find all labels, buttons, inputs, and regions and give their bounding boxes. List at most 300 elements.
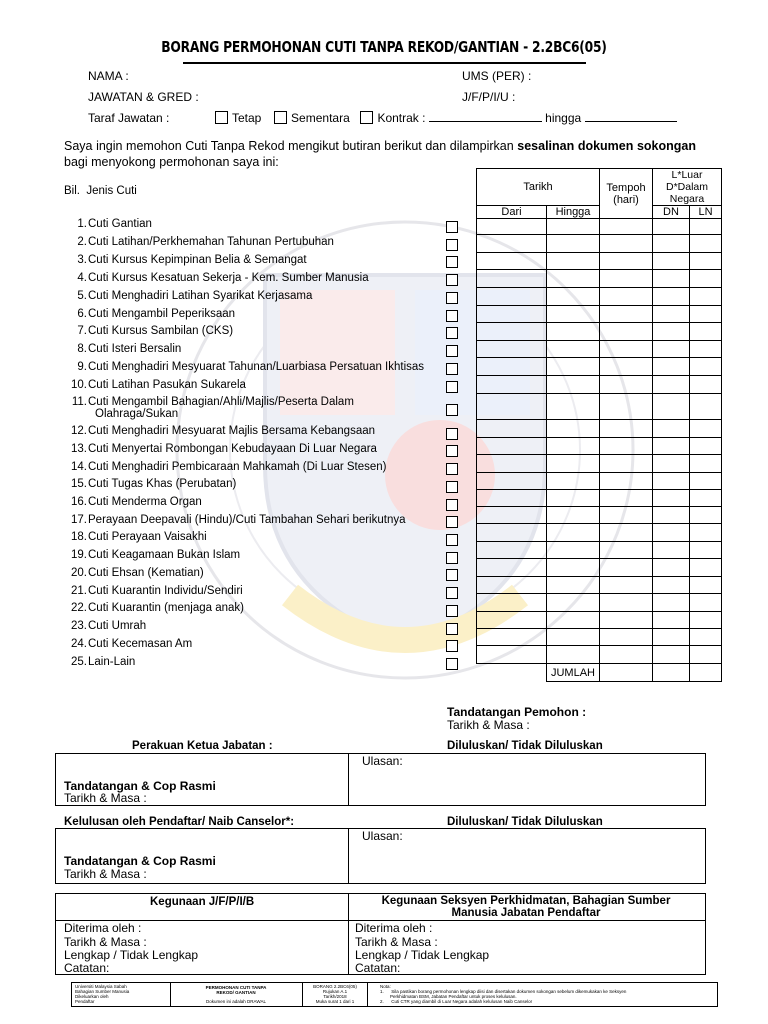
dari-header: Dari — [477, 206, 547, 219]
list-item-label: Cuti Kuarantin (menjaga anak) — [88, 602, 244, 614]
ln-cell[interactable] — [690, 455, 722, 473]
ln-cell[interactable] — [690, 341, 722, 358]
tempoh-cell[interactable] — [600, 594, 653, 612]
dari-cell[interactable] — [477, 306, 547, 323]
ln-cell[interactable] — [690, 438, 722, 455]
list-item-checkbox[interactable] — [446, 481, 458, 493]
list-item-number: 24. — [71, 638, 87, 650]
list-item-number: 14. — [71, 461, 87, 473]
list-item — [64, 461, 387, 473]
dari-cell[interactable] — [477, 358, 547, 376]
hingga-cell[interactable] — [547, 577, 600, 594]
tempoh-cell[interactable] — [600, 376, 653, 394]
dari-cell[interactable] — [477, 253, 547, 270]
hingga-cell[interactable] — [547, 358, 600, 376]
dari-cell[interactable] — [477, 594, 547, 612]
jumlah-ln-cell[interactable] — [690, 664, 722, 682]
list-item-number: 16. — [71, 496, 87, 508]
list-item-checkbox[interactable] — [446, 499, 458, 511]
list-item-label: Cuti Keagamaan Bukan Islam — [88, 549, 241, 561]
dari-cell[interactable] — [477, 629, 547, 646]
pemohon-date-label: Tarikh & Masa : — [447, 718, 530, 732]
dari-cell[interactable] — [477, 323, 547, 341]
list-item-number: 15. — [71, 478, 87, 490]
ln-cell[interactable] — [690, 542, 722, 559]
footer-col3: BORANG 2.2BC6(05) Rujukan A.1 Tarikh/2018 Muka surat 1 dari 1 — [313, 984, 357, 1004]
tempoh-cell[interactable] — [600, 323, 653, 341]
pendaftar-sign-label: Tandatangan & Cop Rasmi — [64, 854, 216, 868]
nama-label: NAMA : — [88, 69, 129, 83]
hingga-cell[interactable] — [547, 490, 600, 507]
list-item-checkbox[interactable] — [446, 292, 458, 304]
list-item-checkbox[interactable] — [446, 327, 458, 339]
grid-row — [477, 542, 722, 559]
list-item-label: Cuti Perayaan Vaisakhi — [88, 531, 207, 543]
dn-cell[interactable] — [653, 490, 690, 507]
list-item — [64, 567, 204, 579]
list-item-label: Cuti Latihan/Perkhemahan Tahunan Pertubuhan — [88, 236, 334, 248]
list-item-label: Perayaan Deepavali (Hindu)/Cuti Tambahan Sehari berikutnya — [88, 514, 406, 526]
list-item-number: 25. — [71, 656, 87, 668]
tempoh-cell[interactable] — [600, 524, 653, 542]
tempoh-cell[interactable] — [600, 455, 653, 473]
hingga-cell[interactable] — [547, 270, 600, 288]
list-item-label: Cuti Menderma Organ — [88, 496, 202, 508]
dn-cell[interactable] — [653, 235, 690, 253]
list-item-label: Cuti Mengambil Bahagian/Ahli/Majlis/Peserta Dalam Olahraga/Sukan — [88, 396, 354, 420]
dari-cell[interactable] — [477, 420, 547, 438]
list-item-label: Cuti Menghadiri Pembicaraan Mahkamah (Di Luar Stesen) — [88, 461, 387, 473]
tempoh-cell[interactable] — [600, 288, 653, 306]
list-item — [64, 443, 377, 455]
ln-cell[interactable] — [690, 376, 722, 394]
tempoh-cell[interactable] — [600, 394, 653, 420]
tempoh-header: Tempoh (hari) — [600, 169, 653, 219]
dari-cell[interactable] — [477, 577, 547, 594]
list-item — [64, 308, 235, 320]
list-item-number: 20. — [71, 567, 87, 579]
list-item-label: Cuti Ehsan (Kematian) — [88, 567, 204, 579]
title-underline — [183, 62, 586, 64]
list-item-label: Cuti Menyertai Rombongan Kebudayaan Di Luar Negara — [88, 443, 377, 455]
ln-cell[interactable] — [690, 594, 722, 612]
ln-cell[interactable] — [690, 524, 722, 542]
ln-cell[interactable] — [690, 473, 722, 490]
date-grid — [476, 168, 722, 682]
footer-notes: Nota: 1. Sila pastikan borang permohonan lengkap diisi dan disertakan dokumen sokongan sebelum dikemukakan ke Seksyen Perkhidmatan BSM, Jabatan Pendaftar untuk proses kelulusan. 2. Cuti CTR yang diambil di Luar Negara adalah kelulusan Naib Canselor — [380, 984, 627, 1004]
list-item-checkbox[interactable] — [446, 534, 458, 546]
hingga-cell[interactable] — [547, 394, 600, 420]
list-item-label: Cuti Menghadiri Mesyuarat Tahunan/Luarbiasa Persatuan Ikhtisas — [88, 361, 425, 373]
tempoh-cell[interactable] — [600, 490, 653, 507]
list-item — [64, 496, 202, 508]
list-item-number: 4. — [77, 272, 87, 284]
hingga-cell[interactable] — [547, 507, 600, 524]
ketua-status: Diluluskan/ Tidak Diluluskan — [447, 740, 603, 752]
left-catatan: Catatan: — [64, 961, 110, 975]
dari-cell[interactable] — [477, 235, 547, 253]
grid-row — [477, 341, 722, 358]
jumlah-spacer — [477, 664, 547, 682]
pendaftar-status: Diluluskan/ Tidak Diluluskan — [447, 816, 603, 828]
intro-text-2: bagi menyokong permohonan saya ini: — [64, 155, 279, 169]
tempoh-cell[interactable] — [600, 235, 653, 253]
tempoh-cell[interactable] — [600, 270, 653, 288]
hingga-cell[interactable] — [547, 341, 600, 358]
list-item-checkbox[interactable] — [446, 363, 458, 375]
ln-cell[interactable] — [690, 577, 722, 594]
dari-cell[interactable] — [477, 542, 547, 559]
list-item-checkbox[interactable] — [446, 552, 458, 564]
ln-cell[interactable] — [690, 490, 722, 507]
list-item-number: 9. — [77, 361, 87, 373]
list-item — [64, 585, 243, 597]
list-item-number: 3. — [77, 254, 87, 266]
grid-row — [477, 394, 722, 420]
dn-cell[interactable] — [653, 341, 690, 358]
left-lengkap: Lengkap / Tidak Lengkap — [64, 948, 199, 962]
list-item — [64, 325, 233, 337]
list-item-number: 23. — [71, 620, 87, 632]
dari-cell[interactable] — [477, 270, 547, 288]
list-item-checkbox[interactable] — [446, 381, 458, 393]
list-item-checkbox[interactable] — [446, 256, 458, 268]
list-item-number: 8. — [77, 343, 87, 355]
jumlah-label: JUMLAH — [547, 664, 600, 682]
ln-header: LN — [690, 206, 722, 219]
list-item — [64, 272, 369, 284]
list-item-checkbox[interactable] — [446, 345, 458, 357]
document-footer — [71, 982, 718, 1007]
list-item-label: Cuti Umrah — [88, 620, 147, 632]
grid-row — [477, 629, 722, 646]
list-item — [64, 656, 135, 668]
dari-cell[interactable] — [477, 612, 547, 629]
tempoh-cell[interactable] — [600, 577, 653, 594]
hingga-label: hingga — [545, 111, 582, 125]
grid-row — [477, 455, 722, 473]
tetap-checkbox[interactable] — [215, 111, 228, 124]
list-item — [64, 254, 307, 266]
dari-cell[interactable] — [477, 646, 547, 664]
ln-cell[interactable] — [690, 420, 722, 438]
dari-cell[interactable] — [477, 376, 547, 394]
ln-cell[interactable] — [690, 612, 722, 629]
tempoh-cell[interactable] — [600, 341, 653, 358]
dn-cell[interactable] — [653, 507, 690, 524]
luar-dalam-header: L*Luar D*Dalam Negara — [653, 169, 722, 206]
right-diterima: Diterima oleh : — [355, 921, 433, 935]
dn-cell[interactable] — [653, 270, 690, 288]
ln-cell[interactable] — [690, 323, 722, 341]
list-item-checkbox[interactable] — [446, 463, 458, 475]
tempoh-cell[interactable] — [600, 629, 653, 646]
hingga-cell[interactable] — [547, 235, 600, 253]
list-item-number: 5. — [77, 290, 87, 302]
list-item-label: Lain-Lain — [88, 656, 136, 668]
list-item — [64, 531, 207, 543]
dn-cell[interactable] — [653, 306, 690, 323]
grid-row — [477, 323, 722, 341]
list-item-checkbox[interactable] — [446, 516, 458, 528]
list-item — [64, 425, 375, 437]
list-item — [64, 638, 192, 650]
ln-cell[interactable] — [690, 358, 722, 376]
list-item-label: Cuti Kursus Sambilan (CKS) — [88, 325, 234, 337]
dn-cell[interactable] — [653, 646, 690, 664]
list-item-label: Cuti Menghadiri Mesyuarat Majlis Bersama Kebangsaan — [88, 425, 376, 437]
list-item-checkbox[interactable] — [446, 569, 458, 581]
list-item-number: 2. — [77, 236, 87, 248]
hingga-cell[interactable] — [547, 455, 600, 473]
right-tarikh: Tarikh & Masa : — [355, 935, 438, 949]
list-item-checkbox[interactable] — [446, 274, 458, 286]
ln-cell[interactable] — [690, 235, 722, 253]
list-item — [64, 218, 152, 230]
tempoh-cell[interactable] — [600, 253, 653, 270]
list-item — [64, 620, 146, 632]
tempoh-cell[interactable] — [600, 612, 653, 629]
kegunaan-right-heading: Kegunaan Seksyen Perkhidmatan, Bahagian Sumber Manusia Jabatan Pendaftar — [381, 895, 671, 919]
ln-cell[interactable] — [690, 394, 722, 420]
dn-cell[interactable] — [653, 358, 690, 376]
tarikh-header: Tarikh — [477, 169, 600, 206]
grid-row — [477, 577, 722, 594]
grid-row — [477, 235, 722, 253]
list-item — [64, 602, 244, 614]
list-item-number: 22. — [71, 602, 87, 614]
kontrak-from-field[interactable] — [429, 121, 542, 122]
tempoh-cell[interactable] — [600, 542, 653, 559]
tempoh-cell[interactable] — [600, 473, 653, 490]
list-item-label: Cuti Kuarantin Individu/Sendiri — [88, 585, 243, 597]
hingga-cell[interactable] — [547, 420, 600, 438]
ketua-date-label: Tarikh & Masa : — [64, 791, 147, 805]
dn-cell[interactable] — [653, 253, 690, 270]
hingga-header: Hingga — [547, 206, 600, 219]
dn-cell[interactable] — [653, 629, 690, 646]
dn-cell[interactable] — [653, 524, 690, 542]
dn-cell[interactable] — [653, 394, 690, 420]
dn-cell[interactable] — [653, 323, 690, 341]
ln-cell[interactable] — [690, 270, 722, 288]
list-item-checkbox[interactable] — [446, 239, 458, 251]
pendaftar-ulasan-label: Ulasan: — [362, 829, 403, 843]
left-diterima: Diterima oleh : — [64, 921, 142, 935]
list-item — [64, 236, 334, 248]
list-item-checkbox[interactable] — [446, 428, 458, 440]
intro-text-1: Saya ingin memohon Cuti Tanpa Rekod mengikut butiran berikut dan dilampirkan — [64, 139, 518, 153]
list-item-number: 21. — [71, 585, 87, 597]
grid-row — [477, 420, 722, 438]
jumlah-tempoh-cell[interactable] — [600, 664, 653, 682]
grid-row — [477, 219, 722, 235]
list-item-checkbox[interactable] — [446, 404, 458, 416]
dn-cell[interactable] — [653, 438, 690, 455]
tempoh-cell[interactable] — [600, 306, 653, 323]
list-item — [64, 549, 240, 561]
ketua-ulasan-label: Ulasan: — [362, 754, 403, 768]
dn-cell[interactable] — [653, 594, 690, 612]
dn-cell[interactable] — [653, 288, 690, 306]
dn-cell[interactable] — [653, 473, 690, 490]
grid-row — [477, 559, 722, 577]
jfpiu-label: J/F/P/I/U : — [462, 90, 516, 104]
ketua-heading: Perakuan Ketua Jabatan : — [132, 740, 273, 752]
pemohon-sign-label: Tandatangan Pemohon : — [447, 705, 587, 719]
ln-cell[interactable] — [690, 253, 722, 270]
hingga-cell[interactable] — [547, 323, 600, 341]
tetap-label: Tetap — [232, 111, 262, 125]
dn-cell[interactable] — [653, 559, 690, 577]
dn-cell[interactable] — [653, 542, 690, 559]
list-item-label: Cuti Latihan Pasukan Sukarela — [88, 379, 246, 391]
list-item-checkbox[interactable] — [446, 640, 458, 652]
tempoh-cell[interactable] — [600, 507, 653, 524]
kontrak-to-field[interactable] — [585, 121, 677, 122]
dari-cell[interactable] — [477, 341, 547, 358]
grid-row — [477, 306, 722, 323]
list-item-number: 17. — [71, 514, 87, 526]
list-item-number: 1. — [77, 218, 87, 230]
tempoh-cell[interactable] — [600, 559, 653, 577]
dn-header: DN — [653, 206, 690, 219]
dari-cell[interactable] — [477, 455, 547, 473]
list-item-label: Cuti Kursus Kesatuan Sekerja - Kem. Sumber Manusia — [88, 272, 369, 284]
list-item-label: Cuti Tugas Khas (Perubatan) — [88, 478, 237, 490]
list-item-checkbox[interactable] — [446, 587, 458, 599]
list-item-checkbox[interactable] — [446, 605, 458, 617]
hingga-cell[interactable] — [547, 524, 600, 542]
tempoh-cell[interactable] — [600, 219, 653, 235]
hingga-cell[interactable] — [547, 559, 600, 577]
intro-bold-text: sesalinan dokumen sokongan — [517, 139, 696, 153]
dn-cell[interactable] — [653, 420, 690, 438]
dari-cell[interactable] — [477, 559, 547, 577]
hingga-cell[interactable] — [547, 288, 600, 306]
list-item-checkbox[interactable] — [446, 658, 458, 670]
kontrak-label: Kontrak : — [377, 111, 426, 125]
grid-row — [477, 270, 722, 288]
hingga-cell[interactable] — [547, 612, 600, 629]
bil-header: Bil. Jenis Cuti — [64, 185, 137, 197]
ln-cell[interactable] — [690, 219, 722, 235]
tempoh-cell[interactable] — [600, 358, 653, 376]
list-item-checkbox[interactable] — [446, 221, 458, 233]
hingga-cell[interactable] — [547, 594, 600, 612]
ln-cell[interactable] — [690, 646, 722, 664]
pendaftar-heading: Kelulusan oleh Pendaftar/ Naib Canselor*: — [64, 816, 295, 828]
hingga-cell[interactable] — [547, 542, 600, 559]
hingga-cell[interactable] — [547, 629, 600, 646]
dn-cell[interactable] — [653, 219, 690, 235]
list-item-number: 11. — [71, 396, 87, 408]
ln-cell[interactable] — [690, 507, 722, 524]
list-item — [64, 379, 246, 391]
list-item — [64, 343, 181, 355]
grid-row — [477, 507, 722, 524]
tempoh-cell[interactable] — [600, 438, 653, 455]
ums-per-label: UMS (PER) : — [462, 69, 532, 83]
list-item — [64, 290, 312, 302]
grid-row — [477, 490, 722, 507]
hingga-cell[interactable] — [547, 253, 600, 270]
grid-row — [477, 612, 722, 629]
list-item-number: 12. — [71, 425, 87, 437]
list-item — [64, 361, 424, 373]
list-item — [64, 514, 406, 526]
grid-row — [477, 288, 722, 306]
right-catatan: Catatan: — [355, 961, 401, 975]
dari-cell[interactable] — [477, 473, 547, 490]
ketua-sign-label: Tandatangan & Cop Rasmi — [64, 779, 216, 793]
list-item-label: Cuti Kursus Kepimpinan Belia & Semangat — [88, 254, 307, 266]
list-item-number: 19. — [71, 549, 87, 561]
kontrak-checkbox[interactable] — [360, 111, 373, 124]
hingga-cell[interactable] — [547, 376, 600, 394]
list-item-label: Cuti Menghadiri Latihan Syarikat Kerjasama — [88, 290, 313, 302]
dari-cell[interactable] — [477, 507, 547, 524]
list-item-label: Cuti Isteri Bersalin — [88, 343, 182, 355]
hingga-cell[interactable] — [547, 646, 600, 664]
tempoh-cell[interactable] — [600, 646, 653, 664]
hingga-cell[interactable] — [547, 306, 600, 323]
tempoh-cell[interactable] — [600, 420, 653, 438]
list-item-number: 13. — [71, 443, 87, 455]
ln-cell[interactable] — [690, 629, 722, 646]
ln-cell[interactable] — [690, 288, 722, 306]
list-item-checkbox[interactable] — [446, 445, 458, 457]
list-item-label: Cuti Gantian — [88, 218, 152, 230]
dari-cell[interactable] — [477, 394, 547, 420]
dn-cell[interactable] — [653, 612, 690, 629]
grid-row — [477, 594, 722, 612]
list-item — [64, 478, 236, 490]
hingga-cell[interactable] — [547, 219, 600, 235]
list-item-number: 7. — [77, 325, 87, 337]
list-item-checkbox[interactable] — [446, 623, 458, 635]
ln-cell[interactable] — [690, 559, 722, 577]
dn-cell[interactable] — [653, 455, 690, 473]
jumlah-dn-cell[interactable] — [653, 664, 690, 682]
taraf-options — [215, 111, 677, 125]
dari-cell[interactable] — [477, 524, 547, 542]
ln-cell[interactable] — [690, 306, 722, 323]
list-item-number: 10. — [71, 379, 87, 391]
taraf-label: Taraf Jawatan : — [88, 111, 170, 125]
dn-cell[interactable] — [653, 376, 690, 394]
dari-cell[interactable] — [477, 219, 547, 235]
dari-cell[interactable] — [477, 490, 547, 507]
kegunaan-left-heading: Kegunaan J/F/P/I/B — [150, 896, 255, 908]
pendaftar-date-label: Tarikh & Masa : — [64, 867, 147, 881]
dn-cell[interactable] — [653, 577, 690, 594]
footer-col1: Universiti Malaysia Sabah Bahagian Sumber Manusia Dikeluarkan oleh Pendaftar — [75, 984, 130, 1004]
grid-row — [477, 473, 722, 490]
list-item-checkbox[interactable] — [446, 310, 458, 322]
dari-cell[interactable] — [477, 438, 547, 455]
sementara-label: Sementara — [291, 111, 350, 125]
dari-cell[interactable] — [477, 288, 547, 306]
sementara-checkbox[interactable] — [274, 111, 287, 124]
hingga-cell[interactable] — [547, 473, 600, 490]
list-item-label: Cuti Kecemasan Am — [88, 638, 193, 650]
form-title: BORANG PERMOHONAN CUTI TANPA REKOD/GANTIAN - 2.2BC6(05) — [161, 38, 607, 56]
hingga-cell[interactable] — [547, 438, 600, 455]
grid-row — [477, 253, 722, 270]
intro-paragraph — [64, 138, 696, 170]
grid-row — [477, 438, 722, 455]
